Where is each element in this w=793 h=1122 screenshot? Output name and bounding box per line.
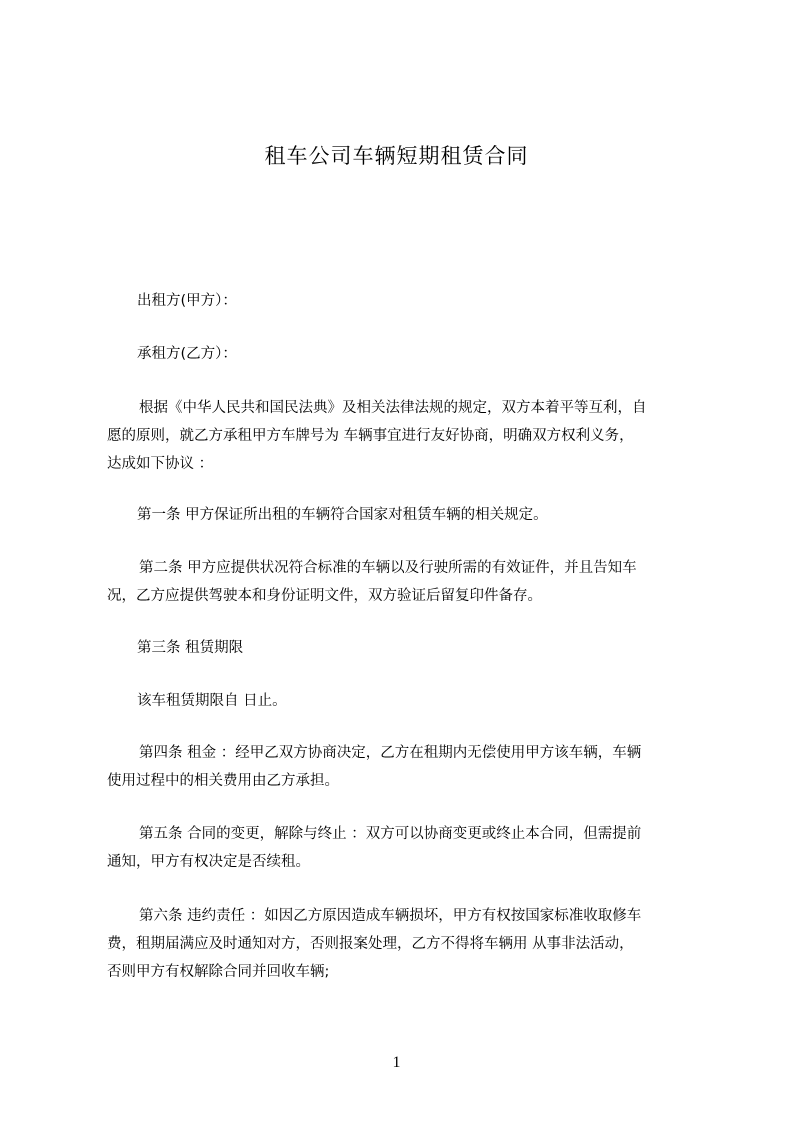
- preamble-line-3: 达成如下协议 ：: [107, 456, 214, 472]
- article-6-line-3: 否则甲方有权解除合同并回收车辆;: [107, 964, 330, 980]
- article-5-line-2: 通知，甲方有权决定是否续租。: [107, 854, 310, 870]
- article-4-line-2: 使用过程中的相关费用由乙方承担。: [107, 773, 339, 789]
- lessor-line: 出租方(甲方）：: [137, 293, 237, 309]
- article-3-body: 该车租赁期限自 日止。: [137, 693, 287, 709]
- preamble-line-1: 根据《中华人民共和国民法典》及相关法律法规的规定，双方本着平等互利，自: [139, 400, 647, 416]
- page-number: 1: [392, 1054, 401, 1071]
- article-5-line-1: 第五条 合同的变更，解除与终止 ：双方可以协商变更或终止本合同，但需提前: [139, 826, 642, 842]
- article-2-line-2: 况，乙方应提供驾驶本和身份证明文件，双方验证后留复印件备存。: [107, 588, 542, 604]
- article-6-line-2: 费，租期届满应及时通知对方，否则报案处理，乙方不得将车辆用 从事非法活动，: [107, 936, 634, 952]
- preamble-line-2: 愿的原则，就乙方承租甲方车牌号为 车辆事宜进行友好协商，明确双方权利义务，: [107, 428, 634, 444]
- article-4-line-1: 第四条 租金 ：经甲乙双方协商决定，乙方在租期内无偿使用甲方该车辆，车辆: [139, 745, 642, 761]
- article-1-line-1: 第一条 甲方保证所出租的车辆符合国家对租赁车辆的相关规定。: [137, 507, 548, 523]
- article-2-line-1: 第二条 甲方应提供状况符合标准的车辆以及行驶所需的有效证件，并且告知车: [139, 560, 637, 576]
- lessee-line: 承租方(乙方）：: [137, 346, 237, 362]
- article-3-heading: 第三条 租赁期限: [137, 640, 244, 656]
- article-6-line-1: 第六条 违约责任 ：如因乙方原因造成车辆损坏，甲方有权按国家标准收取修车: [139, 908, 642, 924]
- document-title: 租车公司车辆短期租赁合同: [264, 144, 529, 168]
